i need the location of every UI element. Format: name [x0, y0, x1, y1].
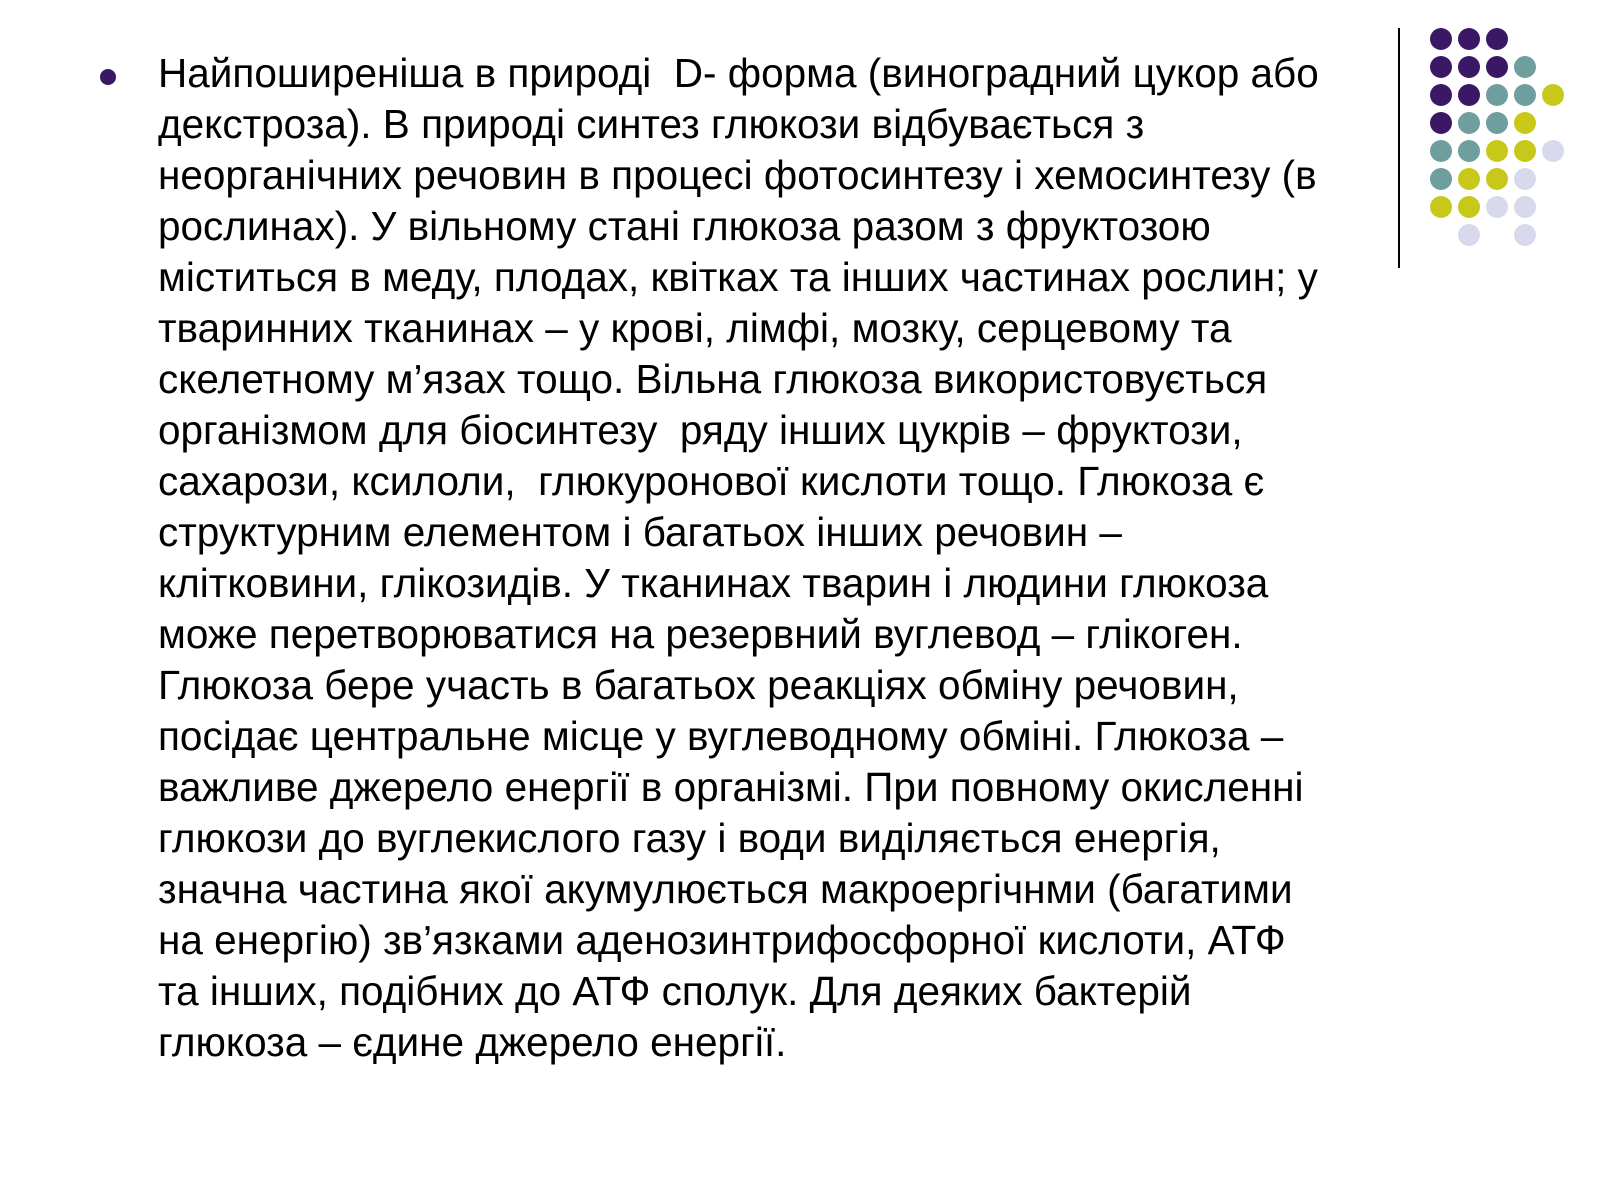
text-line: декстроза). В природі синтез глюкози відбувається з [158, 101, 1145, 147]
text-line: тваринних тканинах – у крові, лімфі, мозку, серцевому та [158, 305, 1232, 351]
text-line: Глюкоза бере участь в багатьох реакціях обміну речовин, [158, 662, 1239, 708]
text-line: клітковини, глікозидів. У тканинах тварин і людини глюкоза [158, 560, 1269, 606]
text-line: міститься в меду, плодах, квітках та інших частинах рослин; у [158, 254, 1318, 300]
text-line: посідає центральне місце у вуглеводному обміні. Глюкоза – [158, 713, 1284, 759]
text-line: неорганічних речовин в процесі фотосинтезу і хемосинтезу (в [158, 152, 1317, 198]
text-line: важливе джерело енергії в організмі. При повному окисленні [158, 764, 1304, 810]
text-line: скелетному м’язах тощо. Вільна глюкоза використовується [158, 356, 1268, 402]
decor-dot [1542, 140, 1564, 162]
bullet-text [158, 48, 1538, 1068]
text-line: сахарози, ксилоли, глюкуронової кислоти тощо. Глюкоза є [158, 458, 1265, 504]
text-line: глюкози до вуглекислого газу і води виділяється енергія, [158, 815, 1221, 861]
text-line: може перетворюватися на резервний вуглевод – глікоген. [158, 611, 1243, 657]
text-line: Найпоширеніша в природі D- форма (виноградний цукор або [158, 50, 1319, 96]
text-line: глюкоза – єдине джерело енергії. [158, 1019, 787, 1065]
text-line: та інших, подібних до АТФ сполук. Для деяких бактерій [158, 968, 1192, 1014]
text-line: структурним елементом і багатьох інших речовин – [158, 509, 1122, 555]
content-bullet-list [98, 48, 1538, 1068]
text-line: організмом для біосинтезу ряду інших цукрів – фруктози, [158, 407, 1243, 453]
text-line: рослинах). У вільному стані глюкоза разом з фруктозою [158, 203, 1211, 249]
text-line: на енергію) зв’язками аденозинтрифосфорної кислоти, АТФ [158, 917, 1286, 963]
text-line: значна частина якої акумулюється макроергічнми (багатими [158, 866, 1293, 912]
decor-dot [1430, 28, 1452, 50]
decor-dot [1458, 28, 1480, 50]
bullet-item [98, 48, 1538, 1068]
decor-dot [1542, 84, 1564, 106]
bullet-dot-icon [100, 69, 116, 85]
decor-dot [1486, 28, 1508, 50]
